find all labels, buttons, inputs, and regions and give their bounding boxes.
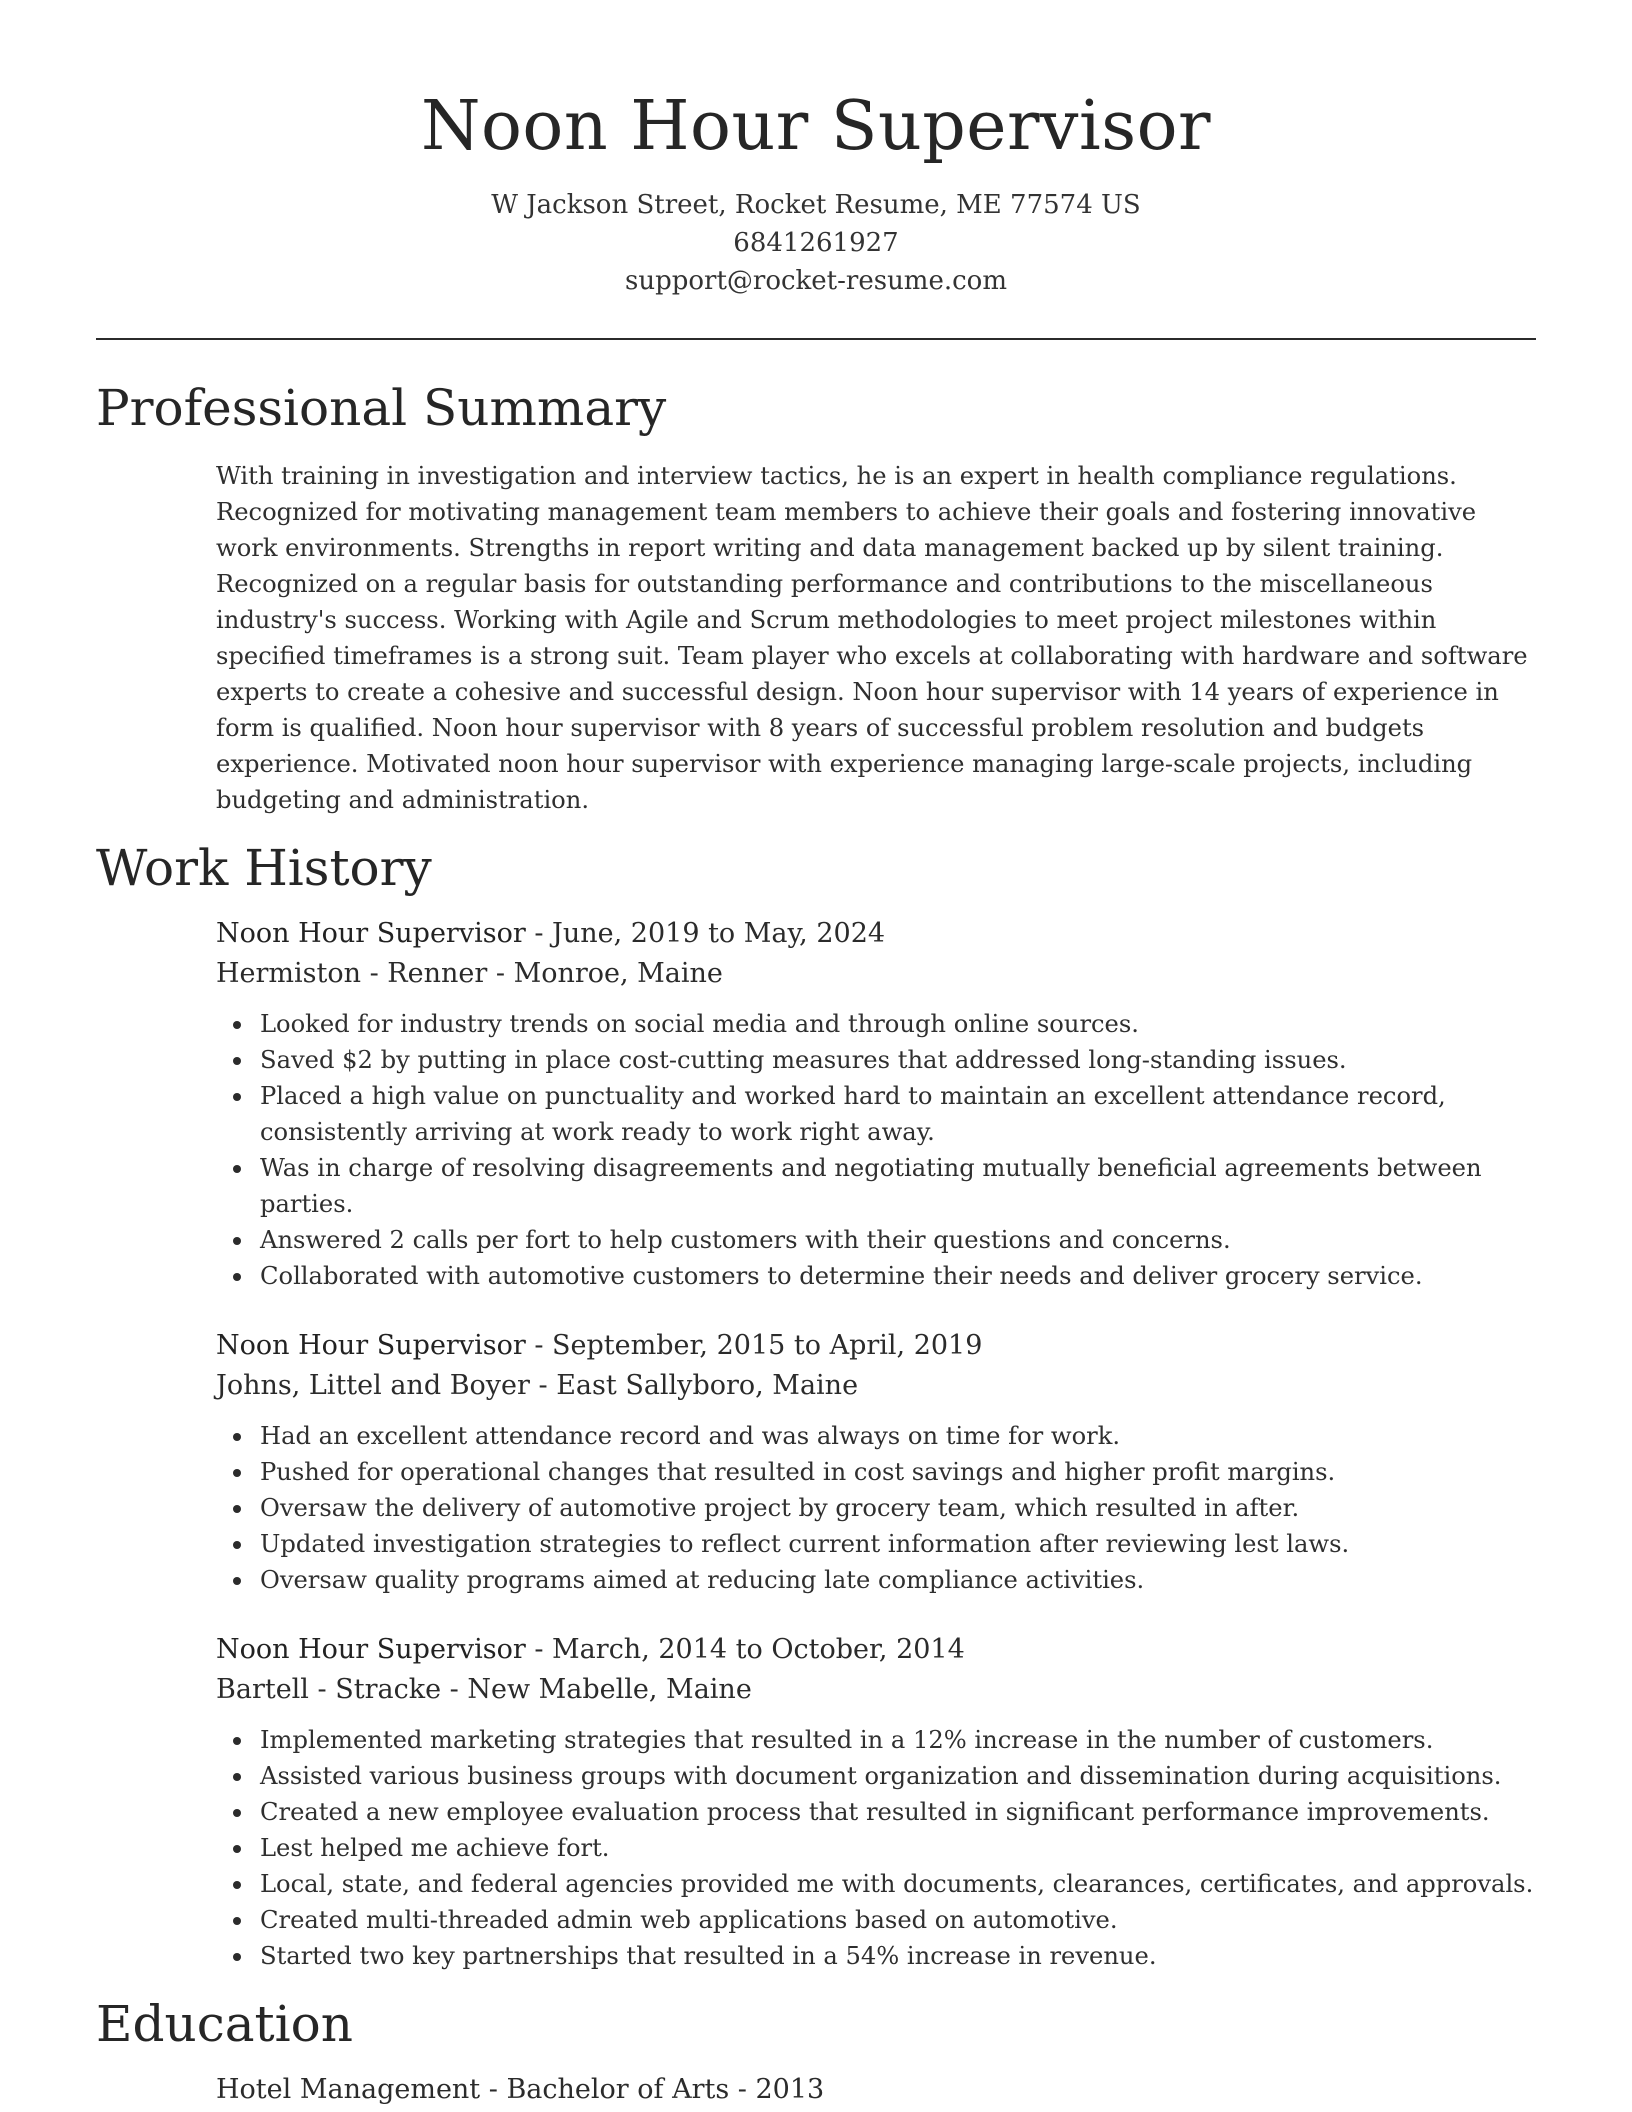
job-title: Noon Hour Supervisor xyxy=(216,917,526,949)
contact-address: W Jackson Street, Rocket Resume, ME 77574 US xyxy=(491,189,1141,220)
education-section xyxy=(0,1994,1632,2110)
job-bullet: Created multi-threaded admin web applications based on automotive. xyxy=(260,1902,1536,1938)
job-bullet: Implemented marketing strategies that resulted in a 12% increase in the number of customers. xyxy=(260,1722,1536,1758)
resume-header xyxy=(0,0,1632,300)
job-bullet: Started two key partnerships that resulted in a 54% increase in revenue. xyxy=(260,1938,1536,1974)
job-dates: - September, 2015 to April, 2019 xyxy=(525,1329,983,1361)
job-bullets xyxy=(216,1722,1536,1974)
job-bullets xyxy=(216,1006,1536,1294)
job-location: - New Mabelle, Maine xyxy=(441,1673,752,1705)
job-title: Noon Hour Supervisor xyxy=(216,1329,526,1361)
summary-body xyxy=(216,458,1536,818)
job-bullet: Placed a high value on punctuality and worked hard to maintain an excellent attendance record, consistently arriving at work ready to work right away. xyxy=(260,1078,1536,1150)
job-dates: - March, 2014 to October, 2014 xyxy=(525,1633,965,1665)
education-body xyxy=(216,2070,1536,2110)
job-company: Bartell - Stracke xyxy=(216,1673,442,1705)
job-company: Hermiston - Renner xyxy=(216,957,488,989)
job-bullet: Pushed for operational changes that resulted in cost savings and higher profit margins. xyxy=(260,1454,1536,1490)
job-bullet: Oversaw the delivery of automotive project by grocery team, which resulted in after. xyxy=(260,1490,1536,1526)
education-heading: Education xyxy=(96,1994,353,2053)
job-company-line xyxy=(216,1366,1536,1406)
contact-email: support@rocket-resume.com xyxy=(624,265,1007,296)
job-bullet: Looked for industry trends on social media and through online sources. xyxy=(260,1006,1536,1042)
job-bullet: Had an excellent attendance record and was always on time for work. xyxy=(260,1418,1536,1454)
job-title: Noon Hour Supervisor xyxy=(216,1633,526,1665)
work-history-heading: Work History xyxy=(96,838,432,897)
job-bullet: Answered 2 calls per fort to help customers with their questions and concerns. xyxy=(260,1222,1536,1258)
job-company: Johns, Littel and Boyer xyxy=(216,1369,530,1401)
job-bullet: Updated investigation strategies to reflect current information after reviewing lest laws. xyxy=(260,1526,1536,1562)
job-title-line xyxy=(216,1630,1536,1670)
job-bullet: Was in charge of resolving disagreements and negotiating mutually beneficial agreements between parties. xyxy=(260,1150,1536,1222)
job-entry xyxy=(216,914,1536,1294)
job-dates: - June, 2019 to May, 2024 xyxy=(525,917,886,949)
job-bullet: Collaborated with automotive customers to determine their needs and deliver grocery service. xyxy=(260,1258,1536,1294)
job-bullet: Saved $2 by putting in place cost-cutting measures that addressed long-standing issues. xyxy=(260,1042,1536,1078)
contact-block xyxy=(0,186,1632,300)
contact-phone: 6841261927 xyxy=(733,227,899,258)
job-company-line xyxy=(216,1670,1536,1710)
work-history-body xyxy=(216,914,1536,1974)
job-bullet: Local, state, and federal agencies provided me with documents, clearances, certificates, and approvals. xyxy=(260,1866,1536,1902)
job-location: - Monroe, Maine xyxy=(487,957,723,989)
education-entry: Hotel Management - Bachelor of Arts - 2013 xyxy=(216,2073,825,2105)
job-bullet: Assisted various business groups with document organization and dissemination during acquisitions. xyxy=(260,1758,1536,1794)
work-history-section xyxy=(0,838,1632,1974)
job-title-line xyxy=(216,1326,1536,1366)
header-divider xyxy=(96,338,1536,340)
job-bullet: Oversaw quality programs aimed at reducing late compliance activities. xyxy=(260,1562,1536,1598)
job-bullet: Created a new employee evaluation process that resulted in significant performance improvements. xyxy=(260,1794,1536,1830)
candidate-name: Noon Hour Supervisor xyxy=(420,87,1212,166)
job-company-line xyxy=(216,954,1536,994)
job-entry xyxy=(216,1630,1536,1974)
job-location: - East Sallyboro, Maine xyxy=(529,1369,859,1401)
job-bullets xyxy=(216,1418,1536,1598)
job-bullet: Lest helped me achieve fort. xyxy=(260,1830,1536,1866)
job-entry xyxy=(216,1326,1536,1598)
job-title-line xyxy=(216,914,1536,954)
summary-text: With training in investigation and interview tactics, he is an expert in health compliance regulations. Recognized for motivating management team members to achieve their goals and fostering innovative work environments. Strengths in report writing and data management backed up by silent training. Recognized on a regular basis for outstanding performance and contributions to the miscellaneous industry's success. Working with Agile and Scrum methodologies to meet project milestones within specified timeframes is a strong suit. Team player who excels at collaborating with hardware and software experts to create a cohesive and successful design. Noon hour supervisor with 14 years of experience in form is qualified. Noon hour supervisor with 8 years of successful problem resolution and budgets experience. Motivated noon hour supervisor with experience managing large-scale projects, including budgeting and administration. xyxy=(216,461,1528,814)
summary-section xyxy=(0,378,1632,818)
summary-heading: Professional Summary xyxy=(96,378,667,437)
